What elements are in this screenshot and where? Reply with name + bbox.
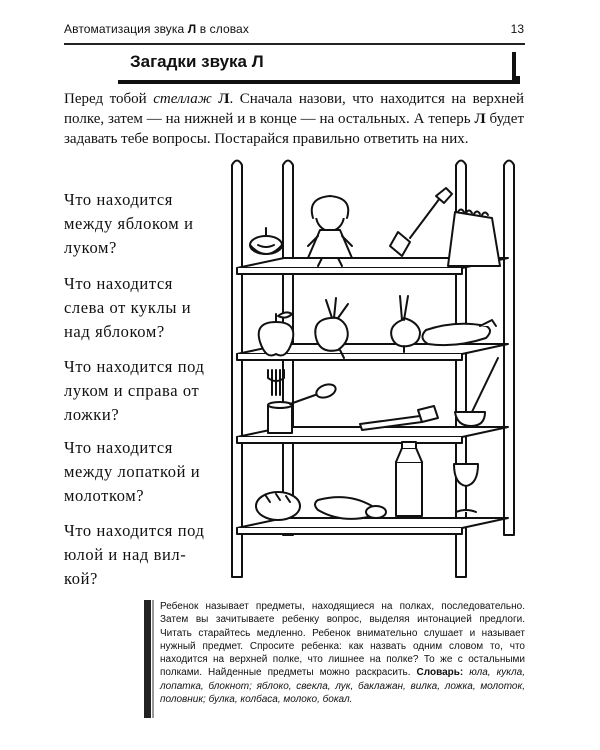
shovel-icon <box>390 188 452 256</box>
eggplant-icon <box>422 320 496 345</box>
title-corner-rule <box>512 52 516 80</box>
hammer-icon <box>360 406 438 430</box>
title-block <box>130 50 515 78</box>
doll-icon <box>308 196 352 266</box>
header-rule <box>64 43 525 45</box>
page-title: Загадки звука Л <box>130 52 264 71</box>
spinning-top-icon <box>250 228 282 254</box>
shelf-word: стеллаж <box>153 91 212 107</box>
milk-carton-icon <box>396 442 422 516</box>
question-1: Что находится между яблоком и луком? <box>64 190 194 257</box>
apple-icon <box>259 312 294 355</box>
intro-paragraph: Перед тобой стеллаж Л. Сначала назови, что находится на верхней полке, затем — на нижней и в конце — на остальных. А теперь Л будет задавать тебе вопросы. Постарайся правильно ответить на них. <box>64 91 524 147</box>
running-header: Автоматизация звука Л в словах <box>64 22 249 36</box>
sausage-icon <box>315 497 386 519</box>
fork-icon <box>268 370 284 395</box>
wine-glass-icon <box>454 464 478 512</box>
title-underline <box>118 76 520 84</box>
note-bar <box>144 600 151 718</box>
question-5: Что находится под юлой и над вил- кой? <box>64 521 205 588</box>
onion-icon <box>391 296 420 352</box>
question-3: Что находится под луком и справа от ложки? <box>64 357 205 424</box>
teacher-note: Ребенок называет предметы, находящиеся на полках, последовательно. Затем вы зачитываете ребенку вопрос, выделяя интонацией предлоги. Читать старайтесь медленно. Ребенок внимательно слушает и называет нужный предмет. Спросите ребенка: как назвать одним словом то, что находится на верхней полке, что лишнее на полке? То же с остальными полками. Найденные предметы можно раскрасить. Словарь: юла, кукла, лопатка, блокнот; яблоко, свекла, лук, баклажан, вилка, ложка, молоток, половник; булка, колбаса, молоко, бокал. <box>160 601 525 706</box>
spoon-icon <box>290 382 337 404</box>
shelves <box>237 258 508 534</box>
ladle-icon <box>455 358 498 426</box>
notepad-icon <box>448 210 500 267</box>
note-bar-thin <box>152 600 154 718</box>
question-2: Что находится слева от куклы и над яблоком? <box>64 274 192 341</box>
page-number: 13 <box>510 22 524 36</box>
cup-icon <box>268 402 292 433</box>
shelf-posts <box>232 161 514 578</box>
bread-icon <box>256 492 300 520</box>
question-4: Что находится между лопаткой и молотком? <box>64 438 201 505</box>
beet-icon <box>315 298 348 358</box>
